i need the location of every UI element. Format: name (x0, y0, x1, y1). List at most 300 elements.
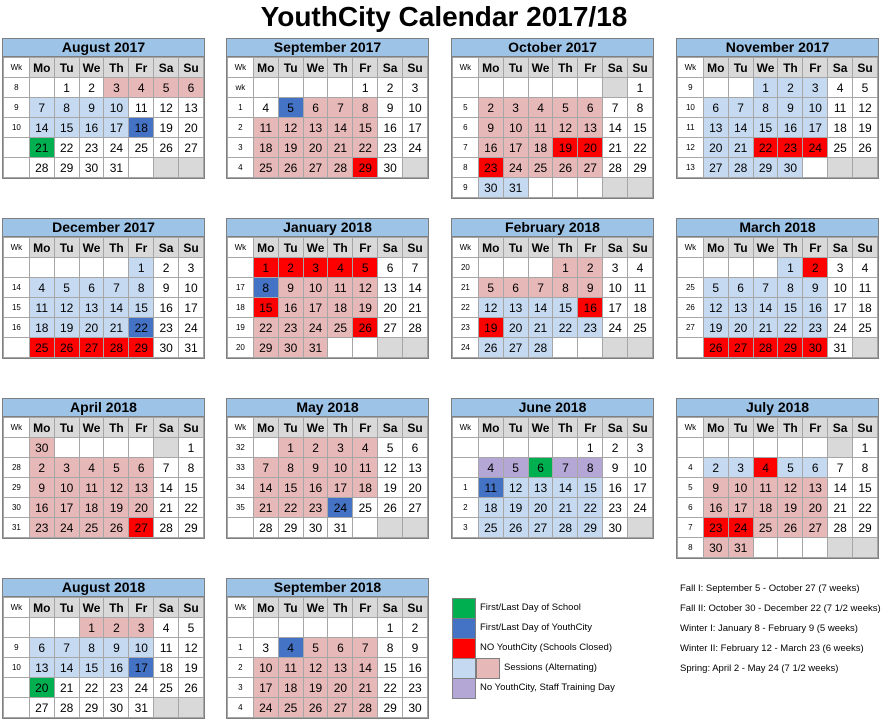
day-cell: 14 (328, 118, 353, 138)
weekday-label: Th (328, 58, 353, 78)
day-cell: 9 (478, 118, 503, 138)
day-cell: 1 (129, 258, 154, 278)
day-cell: 17 (603, 298, 628, 318)
weekday-header (228, 598, 428, 618)
day-cell: 28 (104, 338, 129, 358)
weekday-label: Tu (728, 58, 753, 78)
week-row (228, 98, 428, 118)
day-cell (853, 538, 878, 558)
day-cell: 3 (179, 258, 204, 278)
month-grid (677, 57, 878, 178)
day-cell: 13 (328, 658, 353, 678)
day-cell: 19 (54, 318, 79, 338)
day-cell: 12 (778, 478, 803, 498)
day-cell (54, 258, 79, 278)
day-cell: 1 (778, 258, 803, 278)
day-cell: 9 (303, 458, 328, 478)
day-cell: 7 (328, 98, 353, 118)
day-cell: 5 (703, 278, 728, 298)
day-cell: 7 (253, 458, 278, 478)
day-cell: 23 (578, 318, 603, 338)
day-cell: 23 (778, 138, 803, 158)
day-cell (54, 438, 79, 458)
weekday-label: Fr (129, 418, 154, 438)
day-cell: 25 (828, 138, 853, 158)
day-cell: 30 (79, 158, 104, 178)
weekday-label: Su (628, 58, 653, 78)
day-cell: 27 (803, 518, 828, 538)
weekday-header (453, 238, 653, 258)
week-row (678, 338, 878, 358)
week-number: 1 (228, 638, 254, 658)
day-cell: 27 (29, 698, 54, 718)
day-cell: 8 (353, 98, 378, 118)
day-cell (104, 258, 129, 278)
day-cell: 26 (478, 338, 503, 358)
day-cell: 9 (403, 638, 428, 658)
day-cell: 18 (628, 298, 653, 318)
month-grid (3, 57, 204, 178)
week-number (678, 338, 704, 358)
day-cell: 14 (154, 478, 179, 498)
day-cell (353, 338, 378, 358)
month-title: April 2018 (3, 399, 204, 417)
day-cell (528, 178, 553, 198)
day-cell: 12 (503, 478, 528, 498)
week-row (4, 458, 204, 478)
session-entry: Fall I: September 5 - October 27 (7 weeks) (680, 583, 860, 594)
week-number: 9 (678, 78, 704, 98)
day-cell: 14 (104, 298, 129, 318)
day-cell: 12 (278, 118, 303, 138)
day-cell: 18 (253, 138, 278, 158)
weekday-label: Fr (578, 238, 603, 258)
week-number: 29 (4, 478, 30, 498)
day-cell (29, 78, 54, 98)
day-cell: 27 (503, 338, 528, 358)
day-cell: 23 (703, 518, 728, 538)
day-cell: 18 (328, 298, 353, 318)
day-cell: 29 (179, 518, 204, 538)
day-cell: 11 (628, 278, 653, 298)
day-cell: 28 (328, 158, 353, 178)
week-number (4, 158, 30, 178)
day-cell: 14 (403, 278, 428, 298)
day-cell: 9 (703, 478, 728, 498)
weekday-label: Th (328, 598, 353, 618)
day-cell: 5 (104, 458, 129, 478)
day-cell: 22 (253, 318, 278, 338)
session-entry: Spring: April 2 - May 24 (7 1/2 weeks) (680, 663, 839, 674)
weekday-label: Th (104, 418, 129, 438)
legend-swatch (452, 638, 476, 659)
day-cell: 15 (353, 118, 378, 138)
day-cell (403, 518, 428, 538)
week-header: Wk (4, 238, 30, 258)
week-header: Wk (4, 598, 30, 618)
day-cell (853, 338, 878, 358)
week-number (453, 78, 479, 98)
day-cell: 3 (728, 458, 753, 478)
day-cell: 10 (328, 458, 353, 478)
week-row (678, 118, 878, 138)
day-cell: 27 (528, 518, 553, 538)
day-cell: 30 (403, 698, 428, 718)
day-cell: 1 (253, 258, 278, 278)
day-cell: 10 (179, 278, 204, 298)
day-cell: 25 (853, 318, 878, 338)
day-cell: 5 (54, 278, 79, 298)
week-header: Wk (453, 58, 479, 78)
weekday-label: Fr (353, 598, 378, 618)
day-cell: 4 (253, 98, 278, 118)
day-cell (129, 158, 154, 178)
day-cell (728, 258, 753, 278)
day-cell: 26 (503, 518, 528, 538)
week-number (4, 258, 30, 278)
day-cell: 2 (478, 98, 503, 118)
day-cell: 31 (303, 338, 328, 358)
day-cell: 26 (154, 138, 179, 158)
day-cell: 16 (603, 478, 628, 498)
weekday-label: Mo (478, 58, 503, 78)
week-header: Wk (228, 598, 254, 618)
day-cell (79, 258, 104, 278)
weekday-label: We (79, 418, 104, 438)
day-cell: 19 (353, 298, 378, 318)
day-cell (328, 78, 353, 98)
day-cell: 21 (403, 298, 428, 318)
weekday-header (4, 238, 204, 258)
day-cell: 12 (378, 458, 403, 478)
day-cell: 13 (179, 98, 204, 118)
day-cell (29, 618, 54, 638)
weekday-label: Mo (29, 418, 54, 438)
day-cell: 26 (179, 678, 204, 698)
day-cell: 21 (828, 498, 853, 518)
day-cell (753, 258, 778, 278)
day-cell (628, 338, 653, 358)
week-row (453, 178, 653, 198)
day-cell: 1 (753, 78, 778, 98)
weekday-label: Mo (29, 598, 54, 618)
week-row (678, 318, 878, 338)
weekday-label: We (528, 238, 553, 258)
day-cell: 18 (528, 138, 553, 158)
day-cell: 3 (328, 438, 353, 458)
day-cell: 25 (129, 138, 154, 158)
day-cell: 17 (253, 678, 278, 698)
weekday-label: We (753, 58, 778, 78)
week-number (228, 518, 254, 538)
day-cell (154, 698, 179, 718)
day-cell: 27 (79, 338, 104, 358)
day-cell: 29 (753, 158, 778, 178)
day-cell (378, 518, 403, 538)
weekday-label: Tu (503, 58, 528, 78)
weekday-label: Fr (353, 418, 378, 438)
weekday-label: Su (179, 238, 204, 258)
day-cell: 13 (528, 478, 553, 498)
weekday-label: Su (179, 598, 204, 618)
day-cell (578, 178, 603, 198)
day-cell: 21 (54, 678, 79, 698)
day-cell: 26 (353, 318, 378, 338)
day-cell: 5 (154, 78, 179, 98)
day-cell: 4 (154, 618, 179, 638)
day-cell: 6 (378, 258, 403, 278)
day-cell: 27 (303, 158, 328, 178)
day-cell: 17 (328, 478, 353, 498)
week-row (228, 258, 428, 278)
week-number: 19 (228, 318, 254, 338)
week-row (4, 338, 204, 358)
day-cell (154, 438, 179, 458)
day-cell: 10 (628, 458, 653, 478)
day-cell: 29 (54, 158, 79, 178)
legend-swatch (452, 598, 476, 619)
week-number: 7 (678, 518, 704, 538)
day-cell: 15 (753, 118, 778, 138)
weekday-label: Tu (503, 418, 528, 438)
day-cell (603, 178, 628, 198)
day-cell: 19 (303, 678, 328, 698)
week-header: Wk (453, 418, 479, 438)
day-cell: 16 (803, 298, 828, 318)
day-cell: 24 (104, 138, 129, 158)
day-cell: 14 (828, 478, 853, 498)
day-cell: 25 (753, 518, 778, 538)
week-number: 10 (678, 98, 704, 118)
weekday-label: Th (328, 238, 353, 258)
day-cell: 6 (303, 98, 328, 118)
day-cell: 10 (403, 98, 428, 118)
weekday-label: Fr (803, 58, 828, 78)
week-row (453, 98, 653, 118)
day-cell: 20 (403, 478, 428, 498)
day-cell: 17 (104, 118, 129, 138)
weekday-label: Tu (728, 418, 753, 438)
day-cell: 8 (853, 458, 878, 478)
weekday-header (228, 418, 428, 438)
week-row (228, 658, 428, 678)
weekday-label: We (79, 598, 104, 618)
weekday-label: Tu (503, 238, 528, 258)
day-cell: 16 (378, 118, 403, 138)
day-cell (503, 78, 528, 98)
week-number: 13 (678, 158, 704, 178)
day-cell: 2 (378, 78, 403, 98)
day-cell: 1 (578, 438, 603, 458)
weekday-label: Sa (154, 238, 179, 258)
day-cell: 22 (378, 678, 403, 698)
day-cell: 13 (703, 118, 728, 138)
week-number: 8 (678, 538, 704, 558)
week-number: 22 (453, 298, 479, 318)
day-cell: 18 (753, 498, 778, 518)
week-number: 9 (4, 98, 30, 118)
day-cell: 28 (528, 338, 553, 358)
weekday-label: Mo (478, 238, 503, 258)
day-cell: 23 (478, 158, 503, 178)
weekday-label: Sa (154, 58, 179, 78)
day-cell (478, 78, 503, 98)
day-cell: 21 (753, 318, 778, 338)
day-cell: 24 (628, 498, 653, 518)
day-cell (503, 438, 528, 458)
week-number: 12 (678, 138, 704, 158)
week-row (228, 318, 428, 338)
day-cell: 21 (528, 318, 553, 338)
week-number: 34 (228, 478, 254, 498)
day-cell: 3 (503, 98, 528, 118)
day-cell: 4 (129, 78, 154, 98)
month-grid (452, 237, 653, 358)
day-cell: 31 (129, 698, 154, 718)
day-cell: 10 (129, 638, 154, 658)
week-header: Wk (453, 238, 479, 258)
day-cell: 15 (853, 478, 878, 498)
week-number (4, 618, 30, 638)
day-cell (753, 538, 778, 558)
week-number: 1 (453, 478, 479, 498)
day-cell: 10 (503, 118, 528, 138)
week-row (228, 138, 428, 158)
day-cell: 5 (378, 438, 403, 458)
day-cell: 26 (278, 158, 303, 178)
weekday-label: Th (778, 238, 803, 258)
day-cell: 18 (29, 318, 54, 338)
week-row (228, 438, 428, 458)
day-cell: 29 (353, 158, 378, 178)
day-cell: 3 (303, 258, 328, 278)
week-header: Wk (228, 418, 254, 438)
day-cell (553, 438, 578, 458)
week-row (453, 138, 653, 158)
day-cell: 7 (353, 638, 378, 658)
day-cell: 13 (29, 658, 54, 678)
weekday-header (453, 418, 653, 438)
week-row (678, 158, 878, 178)
month-grid (3, 417, 204, 538)
week-number: 2 (453, 498, 479, 518)
day-cell: 31 (728, 538, 753, 558)
day-cell (378, 338, 403, 358)
week-row (228, 118, 428, 138)
day-cell: 18 (154, 658, 179, 678)
day-cell: 10 (828, 278, 853, 298)
day-cell (129, 438, 154, 458)
weekday-label: Tu (54, 598, 79, 618)
weekday-label: Su (628, 418, 653, 438)
week-row (453, 258, 653, 278)
day-cell: 20 (378, 298, 403, 318)
day-cell: 15 (54, 118, 79, 138)
session-entry: Winter I: January 8 - February 9 (5 weeks) (680, 623, 858, 634)
day-cell: 11 (29, 298, 54, 318)
weekday-label: Mo (253, 418, 278, 438)
day-cell (753, 438, 778, 458)
day-cell: 6 (803, 458, 828, 478)
day-cell: 26 (778, 518, 803, 538)
day-cell (603, 78, 628, 98)
day-cell: 14 (728, 118, 753, 138)
day-cell: 25 (278, 698, 303, 718)
day-cell: 28 (253, 518, 278, 538)
day-cell: 19 (179, 658, 204, 678)
week-row (228, 678, 428, 698)
day-cell: 4 (79, 458, 104, 478)
day-cell: 5 (553, 98, 578, 118)
day-cell: 13 (503, 298, 528, 318)
day-cell: 7 (154, 458, 179, 478)
day-cell: 12 (303, 658, 328, 678)
day-cell (79, 438, 104, 458)
day-cell: 25 (253, 158, 278, 178)
weekday-header (4, 418, 204, 438)
day-cell (553, 78, 578, 98)
day-cell: 1 (278, 438, 303, 458)
day-cell: 6 (129, 458, 154, 478)
week-number: 31 (4, 518, 30, 538)
day-cell (728, 438, 753, 458)
week-number: 4 (228, 158, 254, 178)
day-cell: 29 (778, 338, 803, 358)
weekday-header (678, 238, 878, 258)
weekday-label: Tu (54, 58, 79, 78)
weekday-label: Sa (378, 418, 403, 438)
weekday-header (4, 58, 204, 78)
day-cell: 6 (528, 458, 553, 478)
day-cell: 6 (79, 278, 104, 298)
day-cell: 20 (303, 138, 328, 158)
week-row (678, 438, 878, 458)
day-cell: 22 (129, 318, 154, 338)
day-cell: 12 (154, 98, 179, 118)
day-cell: 12 (54, 298, 79, 318)
day-cell (853, 158, 878, 178)
day-cell: 31 (828, 338, 853, 358)
day-cell (154, 158, 179, 178)
day-cell: 14 (353, 658, 378, 678)
week-number: 21 (453, 278, 479, 298)
month-title: December 2017 (3, 219, 204, 237)
day-cell: 23 (79, 138, 104, 158)
week-row (678, 538, 878, 558)
day-cell: 1 (79, 618, 104, 638)
day-cell (403, 338, 428, 358)
day-cell: 9 (154, 278, 179, 298)
day-cell: 17 (129, 658, 154, 678)
day-cell: 29 (578, 518, 603, 538)
day-cell: 17 (803, 118, 828, 138)
day-cell: 29 (278, 518, 303, 538)
day-cell: 12 (853, 98, 878, 118)
day-cell: 16 (478, 138, 503, 158)
session-entry: Winter II: February 12 - March 23 (6 weeks) (680, 643, 864, 654)
day-cell: 28 (553, 518, 578, 538)
month-title: August 2017 (3, 39, 204, 57)
weekday-label: Fr (578, 58, 603, 78)
day-cell: 29 (853, 518, 878, 538)
day-cell: 17 (628, 478, 653, 498)
day-cell: 20 (179, 118, 204, 138)
day-cell: 13 (803, 478, 828, 498)
day-cell: 17 (179, 298, 204, 318)
week-row (4, 118, 204, 138)
day-cell: 11 (253, 118, 278, 138)
day-cell: 27 (129, 518, 154, 538)
